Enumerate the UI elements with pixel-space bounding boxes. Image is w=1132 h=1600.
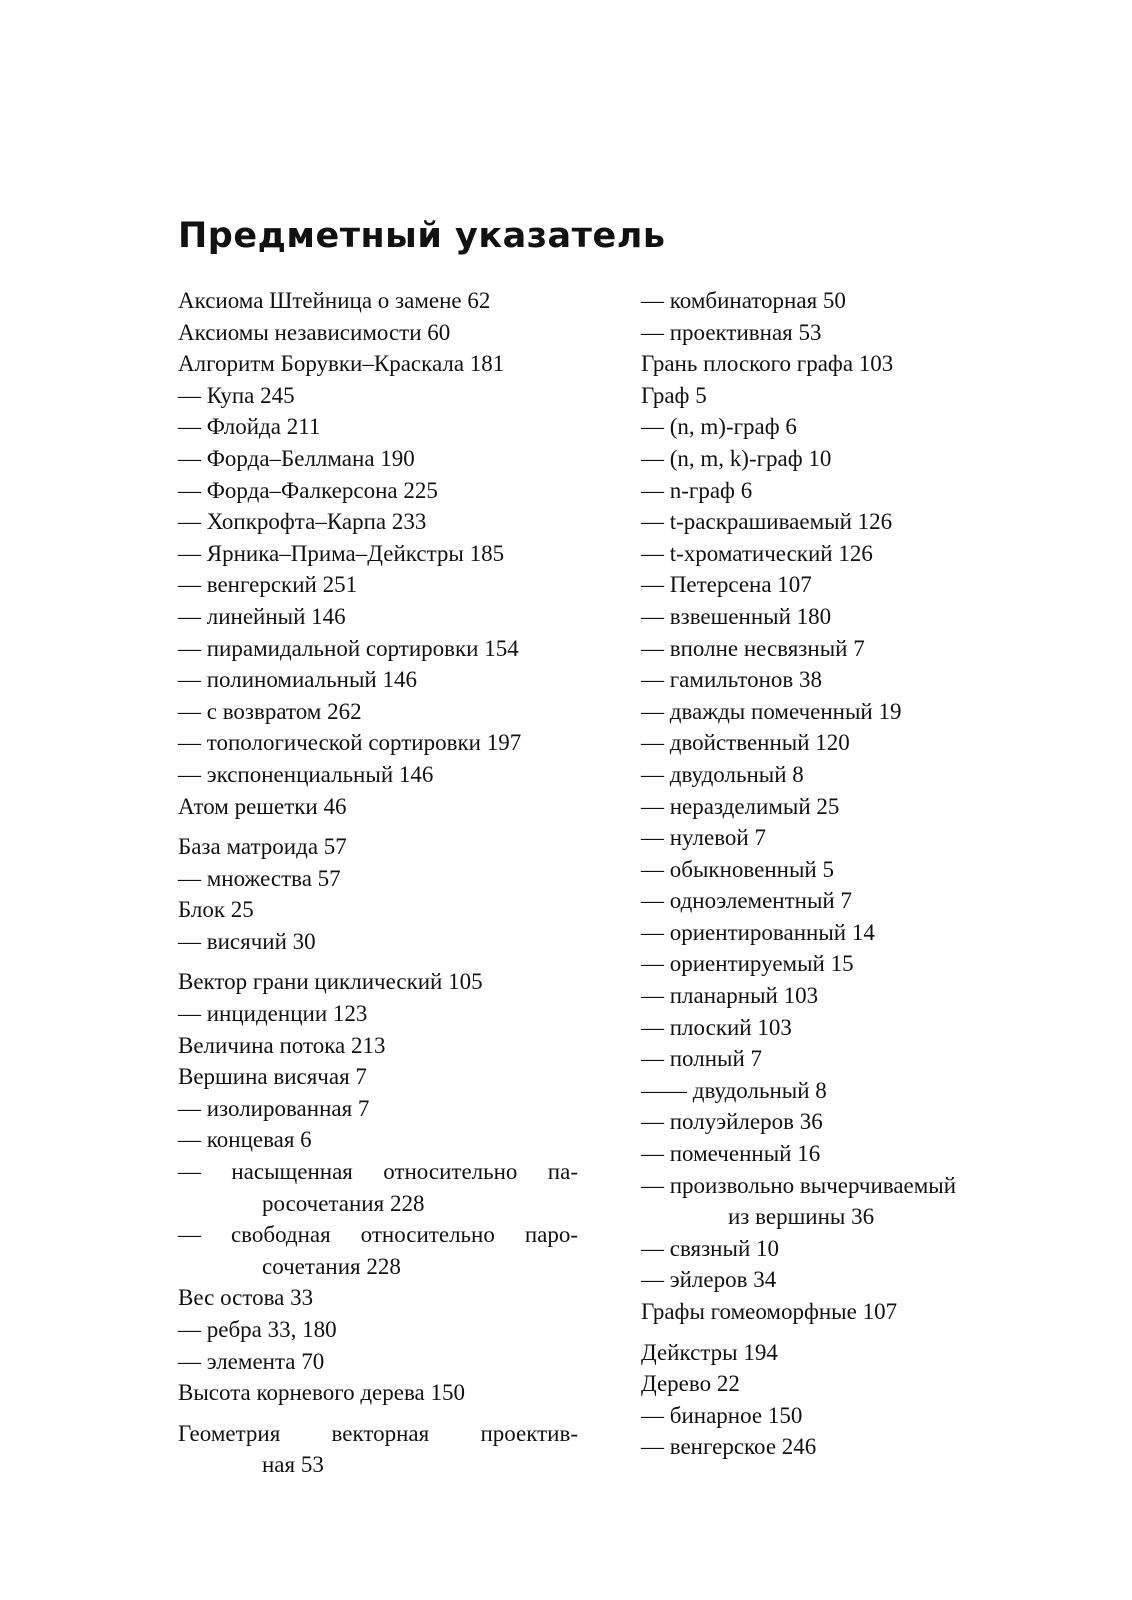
index-entry: Графы гомеоморфные 107: [641, 1299, 898, 1324]
index-entry: — полиномиальный 146: [178, 667, 417, 693]
index-entry: — произвольно вычерчиваемый: [641, 1172, 957, 1198]
index-entry: — полуэйлеров 36: [641, 1109, 823, 1135]
index-entry: — ориентированный 14: [641, 919, 875, 945]
index-entry: Геометрия векторная проектив-: [178, 1420, 578, 1446]
index-entry: — инциденции 123: [178, 1001, 368, 1027]
index-entry: — дважды помеченный 19: [641, 698, 902, 724]
index-entry: — плоский 103: [641, 1014, 792, 1040]
index-entry: ная 53: [262, 1452, 324, 1478]
index-entry: — нулевой 7: [641, 825, 766, 851]
index-entry: — эйлеров 34: [641, 1267, 777, 1293]
index-entry: — ребра 33, 180: [178, 1317, 337, 1342]
index-entry: — обыкновенный 5: [641, 856, 834, 882]
index-entry: — взвешенный 180: [641, 603, 832, 629]
index-entry: — изолированная 7: [178, 1095, 370, 1121]
index-entry: Блок 25: [178, 897, 254, 923]
index-entry: Высота корневого дерева 150: [178, 1380, 465, 1406]
index-entry: из вершины 36: [728, 1204, 875, 1230]
index-entry: — Форда–Беллмана 190: [178, 445, 415, 471]
index-entry: — венгерский 251: [178, 572, 358, 598]
index-entry: — помеченный 16: [641, 1141, 821, 1167]
index-entry: — концевая 6: [178, 1127, 312, 1153]
index-entry: — двойственный 120: [641, 730, 850, 756]
index-entry: — вполне несвязный 7: [641, 635, 865, 661]
index-entry: — гамильтонов 38: [641, 667, 823, 693]
index-entry: Дерево 22: [641, 1371, 740, 1397]
index-entry: — двудольный 8: [641, 761, 804, 787]
index-entry: — связный 10: [641, 1235, 779, 1261]
index-entry: Аксиома Штейница о замене 62: [178, 288, 491, 313]
index-entry: Вектор грани циклический 105: [178, 969, 483, 995]
index-entry: —— двудольный 8: [641, 1077, 827, 1103]
index-entry: — Ярника–Прима–Дейкстры 185: [178, 540, 505, 566]
index-entry: Алгоритм Борувки–Краскала 181: [178, 351, 505, 377]
index-entry: — t-раскрашиваемый 126: [641, 509, 893, 535]
index-entry: — висячий 30: [178, 928, 316, 954]
index-entry: — Купа 245: [178, 382, 295, 408]
index-entry: — одноэлементный 7: [641, 888, 852, 914]
index-entry: Грань плоского графа 103: [641, 351, 894, 377]
index-entry: Величина потока 213: [178, 1032, 386, 1058]
index-entry: — насыщенная относительно па-: [178, 1159, 578, 1185]
index-entry: Дейкстры 194: [641, 1339, 778, 1365]
index-entry: — пирамидальной сортировки 154: [178, 635, 519, 661]
index-entry: — венгерское 246: [641, 1434, 817, 1460]
index-entry: — ориентируемый 15: [641, 951, 854, 977]
index-entry: росочетания 228: [262, 1190, 425, 1216]
index-entry: — бинарное 150: [641, 1402, 803, 1428]
index-entry: — t-хроматический 126: [641, 540, 873, 566]
index-entry: Вес остова 33: [178, 1285, 314, 1311]
page-title: Предметный указатель: [178, 216, 666, 256]
index-column-left: [178, 285, 578, 1481]
index-entry: — Петерсена 107: [641, 572, 812, 598]
index-entry: — (n, m)-граф 6: [641, 414, 797, 440]
index-entry: — планарный 103: [641, 983, 819, 1009]
index-entry: — полный 7: [641, 1046, 763, 1072]
index-entry: — с возвратом 262: [178, 698, 362, 724]
index-entry: — множества 57: [178, 865, 341, 891]
index-entry: — экспоненциальный 146: [178, 761, 434, 787]
index-entry: сочетания 228: [262, 1253, 401, 1279]
index-entry: — неразделимый 25: [641, 793, 840, 819]
index-entry: — Флойда 211: [178, 414, 321, 440]
index-entry: — комбинаторная 50: [641, 288, 846, 313]
index-entry: — проективная 53: [641, 319, 822, 345]
index-entry: — n-граф 6: [641, 477, 753, 503]
index-entry: — Хопкрофта–Карпа 233: [178, 509, 427, 535]
index-entry: — элемента 70: [178, 1348, 325, 1374]
index-entry: Атом решетки 46: [178, 793, 347, 819]
index-entry: Вершина висячая 7: [178, 1064, 367, 1090]
index-entry: — Форда–Фалкерсона 225: [178, 477, 438, 503]
index-entry: — топологической сортировки 197: [178, 730, 522, 756]
index-entry: — свободная относительно паро-: [178, 1222, 578, 1248]
index-entry: Аксиомы независимости 60: [178, 319, 451, 345]
index-entry: Граф 5: [641, 382, 707, 408]
index-entry: — линейный 146: [178, 603, 346, 629]
index-entry: — (n, m, k)-граф 10: [641, 445, 832, 471]
index-column-right: [641, 285, 1041, 1463]
index-entry: База матроида 57: [178, 834, 347, 860]
